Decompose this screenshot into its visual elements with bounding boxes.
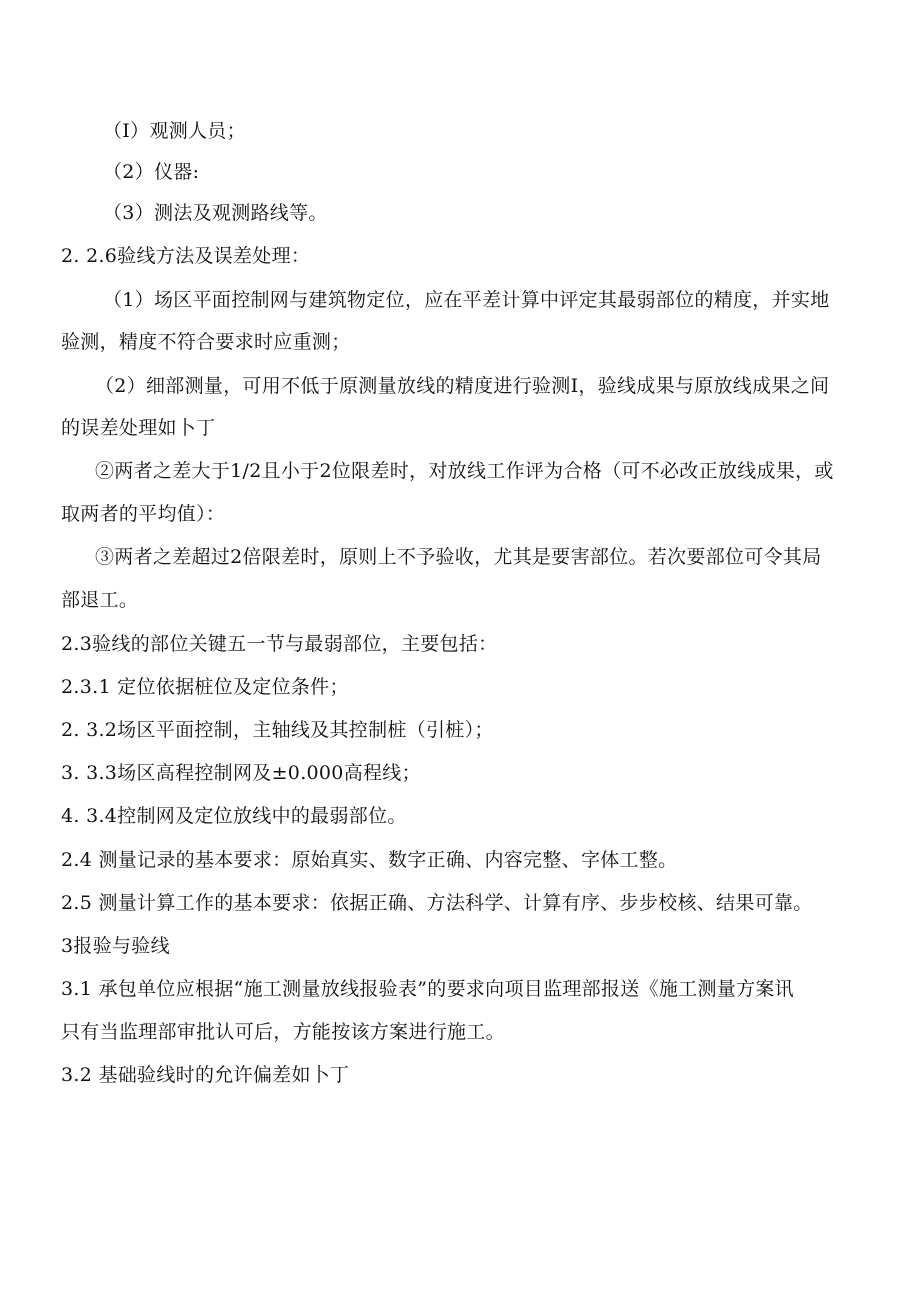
heading-verification-parts: 2.3验线的部位关键五一节与最弱部位，主要包括： [61,633,498,655]
paragraph-4-line-1: ③两者之差超过2倍限差时，原则上不予验收，尤其是要害部位。若次要部位可令其局 [95,546,822,568]
list-item-3-3: 3. 3.3场区高程控制网及±0.000高程线； [61,762,421,784]
section-2-5: 2.5 测量计算工作的基本要求：依据正确、方法科学、计算有序、步步校核、结果可靠。 [61,892,813,914]
paragraph-2-line-1: （2）细部测量，可用不低于原测量放线的精度进行验测I，验线成果与原放线成果之间 [95,375,830,397]
list-item-3-2: 2. 3.2场区平面控制，主轴线及其控制桩（引桩）； [61,719,494,741]
heading-report-verification: 3报验与验线 [61,935,170,957]
list-item-3-4: 4. 3.4控制网及定位放线中的最弱部位。 [61,805,407,827]
paragraph-3-line-1: ②两者之差大于1/2且小于2位限差时，对放线工作评为合格（可不必改正放线成果，或 [95,460,834,482]
paragraph-2-line-2: 的误差处理如卜丁 [61,417,216,439]
paragraph-3-line-2: 取两者的平均值）： [61,503,226,525]
paragraph-1-line-1: （1）场区平面控制网与建筑物定位，应在平差计算中评定其最弱部位的精度，并实地 [103,289,830,311]
heading-verification-method: 2. 2.6验线方法及误差处理： [61,245,311,267]
section-2-4: 2.4 测量记录的基本要求：原始真实、数字正确、内容完整、字体工整。 [61,849,678,871]
paragraph-4-line-2: 部退工。 [61,589,139,611]
text-line-method: （3）测法及观测路线等。 [103,202,328,224]
section-3-1-line-2: 只有当监理部审批认可后，方能按该方案进行施工。 [61,1021,505,1043]
list-item-2-3-1: 2.3.1 定位依据桩位及定位条件； [61,676,349,698]
text-line-observer: （I）观测人员； [103,120,246,142]
section-3-1-line-1: 3.1 承包单位应根据“施工测量放线报验表”的要求向项目监理部报送《施工测量方案讯 [61,978,794,1000]
paragraph-1-line-2: 验测，精度不符合要求时应重测； [61,331,351,353]
text-line-instrument: （2）仪器: [103,161,200,183]
section-3-2: 3.2 基础验线时的允许偏差如卜丁 [61,1064,350,1086]
